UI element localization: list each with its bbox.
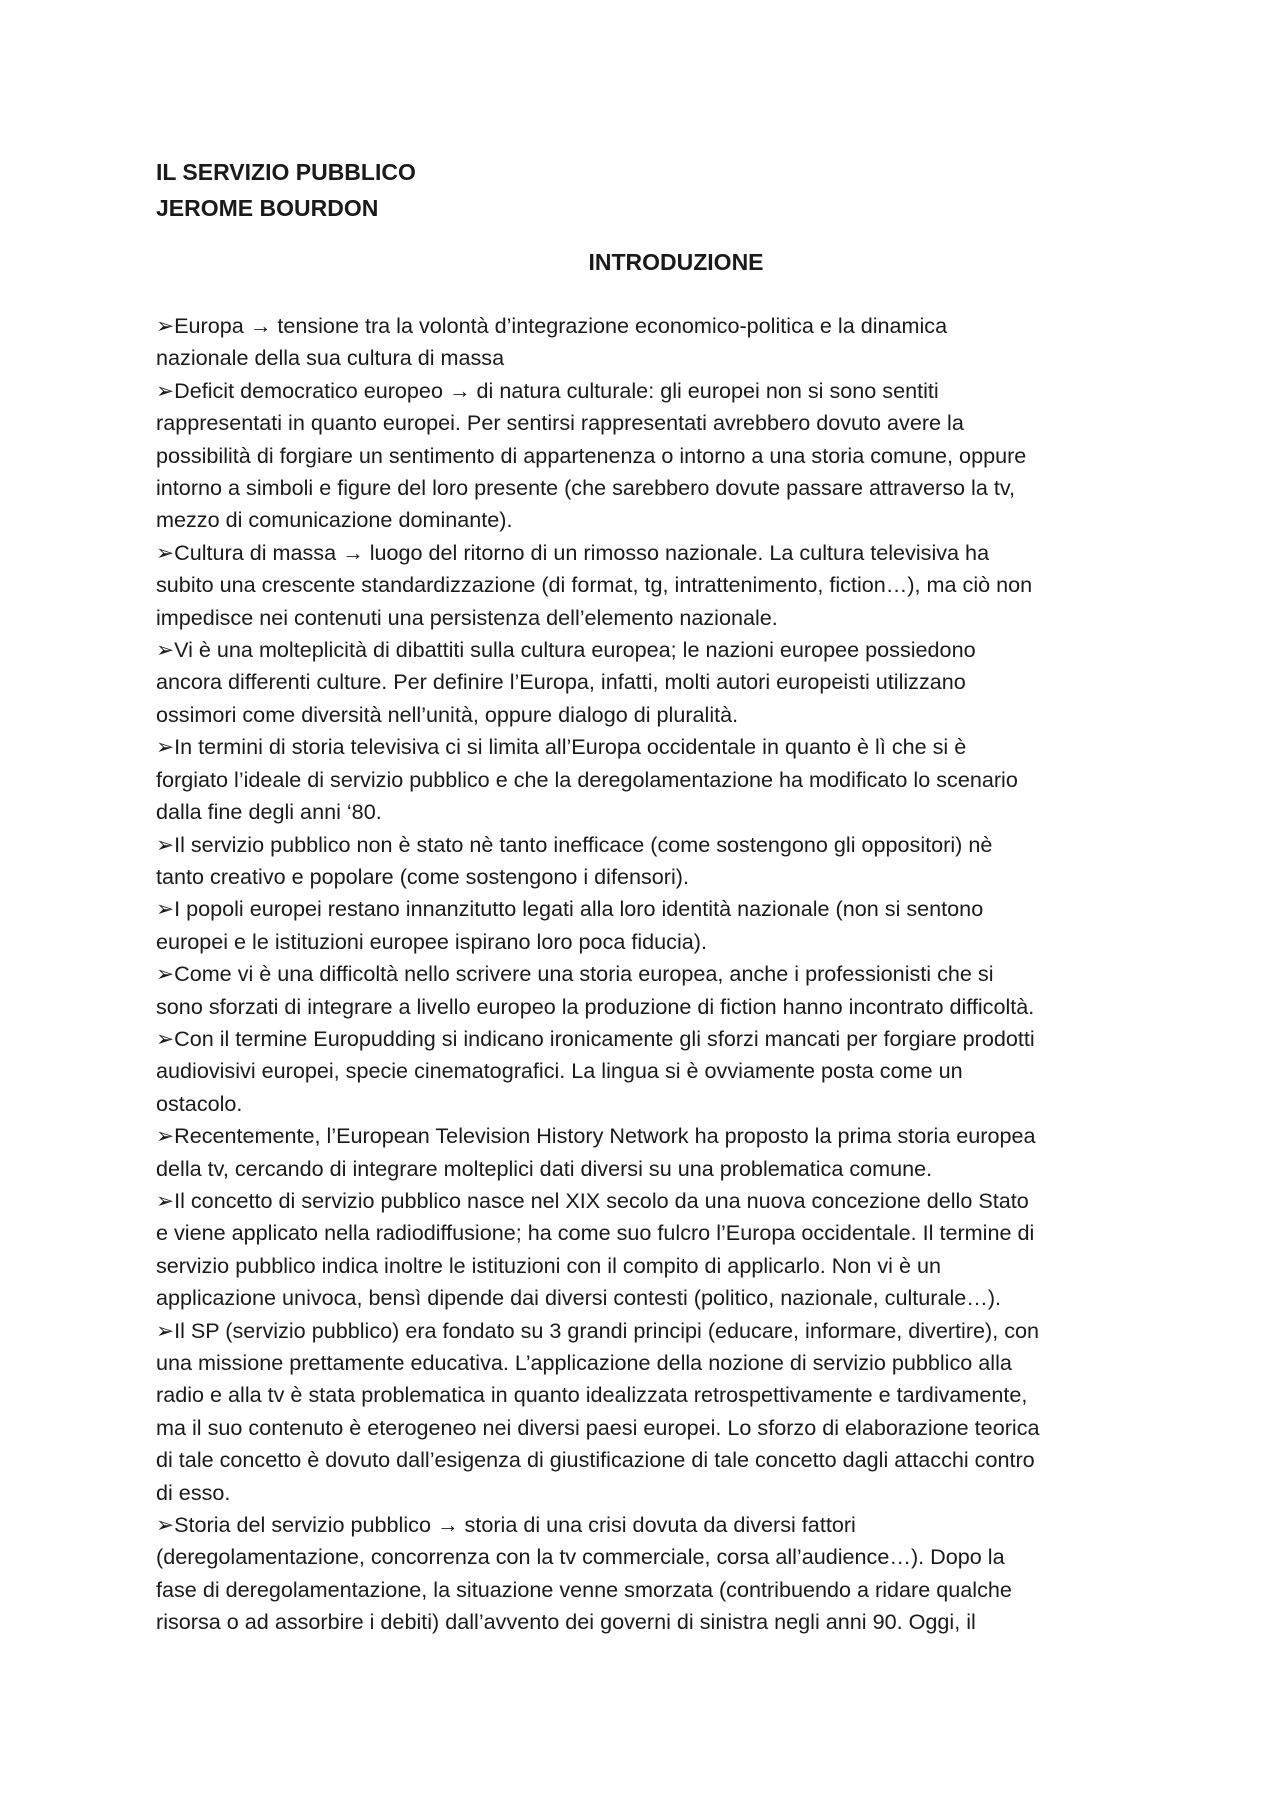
paragraph-line: ➢Vi è una molteplicità di dibattiti sulla cultura europea; le nazioni europee possiedono <box>156 637 976 663</box>
paragraph-line: ancora differenti culture. Per definire l’Europa, infatti, molti autori europeisti utilizzano <box>156 669 966 695</box>
bullet-paragraph <box>156 375 1146 537</box>
bullet-paragraph <box>156 310 1146 375</box>
paragraph-line: fase di deregolamentazione, la situazione venne smorzata (contribuendo a ridare qualche <box>156 1576 1012 1602</box>
paragraph-line: ostacolo. <box>156 1090 243 1116</box>
paragraph-line: mezzo di comunicazione dominante). <box>156 507 513 533</box>
paragraph-line: ➢Cultura di massa → luogo del ritorno di un rimosso nazionale. La cultura televisiva ha <box>156 539 990 565</box>
paragraph-line: ➢Come vi è una difficoltà nello scrivere una storia europea, anche i professionisti che si <box>156 961 994 987</box>
paragraph-line: della tv, cercando di integrare molteplici dati diversi su una problematica comune. <box>156 1155 933 1181</box>
paragraph-line: possibilità di forgiare un sentimento di appartenenza o intorno a una storia comune, oppure <box>156 442 1027 468</box>
paragraph-line: una missione prettamente educativa. L’applicazione della nozione di servizio pubblico alla <box>156 1350 1012 1375</box>
paragraph-line: ➢Europa → tensione tra la volontà d’integrazione economico-politica e la dinamica <box>156 313 948 338</box>
bullet-paragraph <box>156 1315 1146 1509</box>
paragraph-line: ➢Il servizio pubblico non è stato nè tanto inefficace (come sostengono gli oppositori) nè <box>156 831 993 857</box>
paragraph-line: nazionale della sua cultura di massa <box>156 345 505 371</box>
paragraph-line: ➢Storia del servizio pubblico → storia di una crisi dovuta da diversi fattori <box>156 1512 856 1538</box>
bullet-paragraph <box>156 1120 1146 1185</box>
bullet-paragraph <box>156 537 1146 634</box>
paragraph-line: ➢Recentemente, l’European Television History Network ha proposto la prima storia europea <box>156 1123 1036 1149</box>
document-author-line: JEROME BOURDON <box>156 195 379 221</box>
bullet-paragraph <box>156 1185 1146 1315</box>
paragraph-line: intorno a simboli e figure del loro presente (che sarebbero dovute passare attraverso la tv, <box>156 475 1016 501</box>
bullet-paragraph <box>156 958 1146 1023</box>
paragraph-line: (deregolamentazione, concorrenza con la tv commerciale, corsa all’audience…). Dopo la <box>156 1544 1005 1570</box>
paragraph-line: tanto creativo e popolare (come sostengono i difensori). <box>156 863 689 889</box>
paragraph-line: ossimori come diversità nell’unità, oppure dialogo di pluralità. <box>156 701 739 727</box>
paragraph-line: ma il suo contenuto è eterogeneo nei diversi paesi europei. Lo sforzo di elaborazione teorica <box>156 1414 1040 1440</box>
paragraph-line: audiovisivi europei, specie cinematografici. La lingua si è ovviamente posta come un <box>156 1058 963 1084</box>
paragraph-line: ➢Il concetto di servizio pubblico nasce nel XIX secolo da una nuova concezione dello Stato <box>156 1187 1029 1213</box>
document-title-line: IL SERVIZIO PUBBLICO <box>156 159 416 185</box>
paragraph-line: europei e le istituzioni europee ispirano loro poca fiducia). <box>156 928 707 954</box>
document-title <box>156 154 1146 226</box>
bullet-paragraph <box>156 829 1146 894</box>
bullet-paragraph <box>156 893 1146 958</box>
paragraph-line: risorsa o ad assorbire i debiti) dall’avvento dei governi di sinistra negli anni 90. Oggi, il <box>156 1609 976 1635</box>
paragraph-line: radio e alla tv è stata problematica in quanto idealizzata retrospettivamente e tardivamente, <box>156 1382 1028 1408</box>
bullet-paragraph <box>156 731 1146 828</box>
bullet-paragraph <box>156 1509 1146 1639</box>
paragraph-line: subito una crescente standardizzazione (di format, tg, intrattenimento, fiction…), ma ciò non <box>156 572 1033 598</box>
paragraph-line: servizio pubblico indica inoltre le istituzioni con il compito di applicarlo. Non vi è un <box>156 1252 941 1278</box>
bullet-list <box>156 310 1146 1639</box>
paragraph-line: ➢Deficit democratico europeo → di natura culturale: gli europei non si sono sentiti <box>156 377 939 403</box>
section-heading: INTRODUZIONE <box>588 249 764 275</box>
bullet-paragraph <box>156 634 1146 731</box>
paragraph-line: dalla fine degli anni ‘80. <box>156 799 382 825</box>
paragraph-line: sono sforzati di integrare a livello europeo la produzione di fiction hanno incontrato difficoltà. <box>156 993 1035 1019</box>
paragraph-line: rappresentati in quanto europei. Per sentirsi rappresentati avrebbero dovuto avere la <box>156 410 964 436</box>
paragraph-line: applicazione univoca, bensì dipende dai diversi contesti (politico, nazionale, culturale…). <box>156 1285 1002 1311</box>
paragraph-line: impedisce nei contenuti una persistenza dell’elemento nazionale. <box>156 604 778 630</box>
paragraph-line: di esso. <box>156 1479 231 1505</box>
paragraph-line: ➢Il SP (servizio pubblico) era fondato su 3 grandi principi (educare, informare, divertire), con <box>156 1317 1040 1343</box>
bullet-paragraph <box>156 1023 1146 1120</box>
paragraph-line: ➢Con il termine Europudding si indicano ironicamente gli sforzi mancati per forgiare prodotti <box>156 1025 1035 1051</box>
paragraph-line: forgiato l’ideale di servizio pubblico e che la deregolamentazione ha modificato lo scenario <box>156 766 1018 792</box>
paragraph-line: ➢In termini di storia televisiva ci si limita all’Europa occidentale in quanto è lì che si è <box>156 734 967 760</box>
paragraph-line: di tale concetto è dovuto dall’esigenza di giustificazione di tale concetto dagli attacchi contro <box>156 1447 1035 1473</box>
paragraph-line: e viene applicato nella radiodiffusione; ha come suo fulcro l’Europa occidentale. Il termine di <box>156 1220 1035 1246</box>
document-body <box>156 154 1146 1639</box>
paragraph-line: ➢I popoli europei restano innanzitutto legati alla loro identità nazionale (non si sentono <box>156 896 984 922</box>
